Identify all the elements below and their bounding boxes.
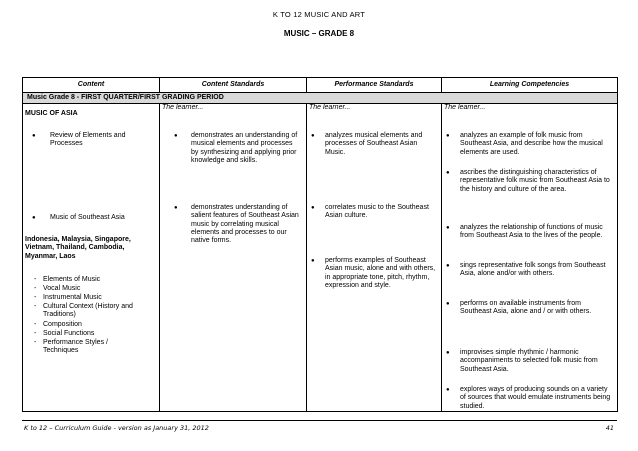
column-header-learning-competencies: Learning Competencies: [442, 78, 618, 93]
bullet-icon: ●: [32, 215, 36, 221]
content-topic: Composition: [43, 321, 82, 328]
content-topic: Elements of Music: [43, 276, 101, 283]
dash-marker: -: [34, 330, 37, 337]
content-countries: Indonesia, Malaysia, Singapore, Vietnam, Thailand, Cambodia, Myanmar, Laos: [25, 236, 131, 260]
learning-competency-item: improvises simple rhythmic / harmonic accompaniments to selected folk music from Southeast Asia.: [460, 349, 598, 373]
bullet-icon: ●: [311, 205, 315, 211]
bullet-icon: ●: [446, 301, 450, 307]
column-header-performance-standards: Performance Standards: [307, 78, 442, 93]
page-number: 41: [605, 424, 614, 432]
table-body-row: [23, 104, 618, 412]
content-topic: Vocal Music: [43, 285, 81, 292]
dash-marker: -: [34, 285, 37, 292]
content-bullet-2: Music of Southeast Asia: [50, 214, 125, 221]
learning-competencies-cell: [442, 104, 618, 412]
learner-label: The learner...: [162, 104, 204, 111]
dash-marker: -: [34, 321, 37, 328]
bullet-icon: ●: [311, 258, 315, 264]
bullet-icon: ●: [174, 133, 178, 139]
content-topic: Performance Styles / Techniques: [43, 339, 108, 355]
document-header: K TO 12 MUSIC AND ART: [272, 10, 366, 19]
bullet-icon: ●: [446, 133, 450, 139]
content-heading: MUSIC OF ASIA: [25, 110, 78, 117]
content-bullet-1: Review of Elements and Processes: [50, 132, 126, 148]
content-topic: Cultural Context (History and Traditions): [43, 303, 133, 319]
performance-standard-item: correlates music to the Southeast Asian culture.: [325, 204, 429, 220]
footer-version: K to 12 – Curriculum Guide - version as January 31, 2012: [24, 424, 209, 432]
curriculum-table: [22, 77, 618, 412]
learning-competency-item: analyzes the relationship of functions of music from Southeast Asia to the lives of the people.: [460, 224, 603, 240]
bullet-icon: ●: [311, 133, 315, 139]
performance-standard-item: analyzes musical elements and processes of Southeast Asian Music.: [325, 132, 423, 156]
content-cell: [23, 104, 160, 412]
learning-competency-item: explores ways of producing sounds on a variety of sources that would emulate instruments being studied.: [460, 386, 611, 410]
content-standards-cell: [160, 104, 307, 412]
dash-marker: -: [34, 339, 37, 346]
dash-marker: -: [34, 294, 37, 301]
period-label: Music Grade 8 - FIRST QUARTER/FIRST GRADING PERIOD: [23, 93, 618, 104]
learning-competency-item: sings representative folk songs from Southeast Asia, alone and/or with others.: [460, 262, 606, 278]
performance-standard-item: performs examples of Southeast Asian music, alone and with others, in appropriate tone, pitch, rhythm, expression and style.: [325, 257, 436, 289]
content-standard-item: demonstrates understanding of salient features of Southeast Asian music by correlating musical elements and processes to our native forms.: [191, 204, 299, 244]
bullet-icon: ●: [446, 387, 450, 393]
dash-marker: -: [34, 276, 37, 283]
table-header-row: [23, 78, 618, 93]
footer-divider: [22, 420, 617, 421]
performance-standards-cell: [307, 104, 442, 412]
bullet-icon: ●: [446, 263, 450, 269]
bullet-icon: ●: [446, 225, 450, 231]
period-row: [23, 93, 618, 104]
bullet-icon: ●: [446, 170, 450, 176]
column-header-content: Content: [23, 78, 160, 93]
learner-label: The learner...: [309, 104, 351, 111]
content-topic: Social Functions: [43, 330, 95, 337]
column-header-content-standards: Content Standards: [160, 78, 307, 93]
bullet-icon: ●: [174, 205, 178, 211]
learning-competency-item: analyzes an example of folk music from Southeast Asia, and describe how the musical elements are used.: [460, 132, 603, 156]
learning-competency-item: performs on available instruments from Southeast Asia, alone and / or with others.: [460, 300, 592, 316]
bullet-icon: ●: [32, 133, 36, 139]
learning-competency-item: ascribes the distinguishing characteristics of representative folk music from Southeast Asia to the history and culture of the area.: [460, 169, 610, 193]
content-topic: Instrumental Music: [43, 294, 102, 301]
document-title: MUSIC – GRADE 8: [283, 29, 355, 38]
dash-marker: -: [34, 303, 37, 310]
content-standard-item: demonstrates an understanding of musical elements and processes by synthesizing and applying prior knowledge and skills.: [191, 132, 298, 164]
bullet-icon: ●: [446, 350, 450, 356]
learner-label: The learner...: [444, 104, 486, 111]
